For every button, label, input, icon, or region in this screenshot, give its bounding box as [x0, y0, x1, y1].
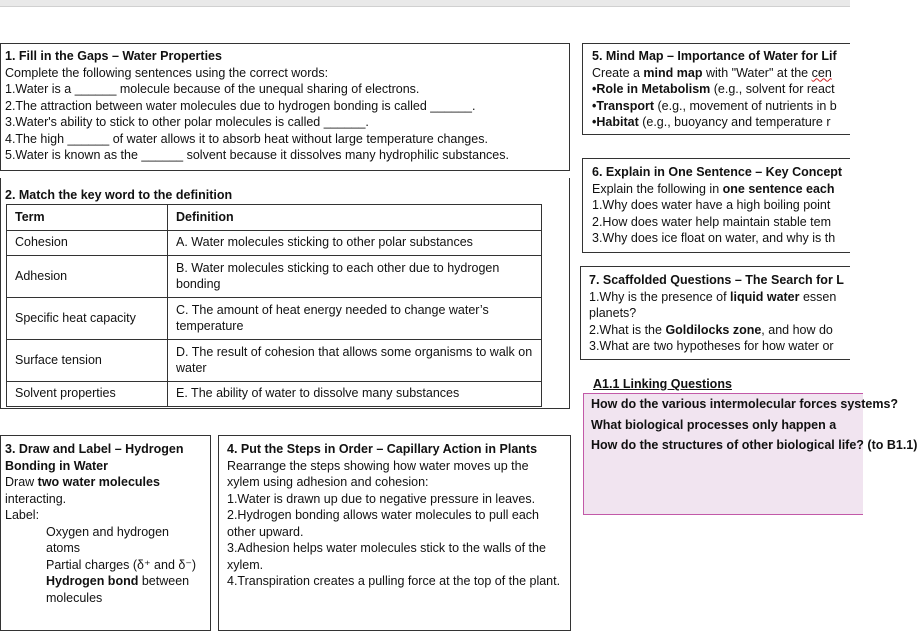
- term-cell: Adhesion: [7, 255, 168, 297]
- q-emphasis: Goldilocks zone: [665, 322, 762, 337]
- section-title: 2. Match the key word to the definition: [5, 188, 233, 202]
- q-text: , and how do: [761, 322, 833, 337]
- section-title: 3. Draw and Label – Hydrogen Bonding in Water: [5, 442, 184, 473]
- q-emphasis: liquid water: [730, 289, 800, 304]
- label-item: [5, 573, 206, 606]
- intro-emphasis: one sentence each: [722, 181, 835, 196]
- table-row: [7, 230, 542, 255]
- linking-question: What biological processes only happen a: [591, 417, 837, 432]
- bullet-bold: •Role in Metabolism: [592, 82, 711, 96]
- term-cell: Solvent properties: [7, 381, 168, 406]
- one-sentence-section: [582, 158, 850, 253]
- section-intro: Rearrange the steps showing how water moves up the xylem using adhesion and cohesion:: [227, 458, 529, 489]
- table-row: [7, 255, 542, 297]
- bullet-item: [592, 98, 841, 115]
- match-table: [6, 204, 542, 407]
- linking-questions-section: [583, 374, 918, 515]
- term-header: Term: [7, 204, 168, 230]
- intro-text: Explain the following in: [592, 181, 723, 196]
- section-title: 6. Explain in One Sentence – Key Concept: [592, 165, 843, 179]
- label-item-bold: Hydrogen bond: [46, 574, 139, 588]
- match-definitions-section: [0, 178, 570, 409]
- question-item: 1.Why does water have a high boiling point: [592, 198, 831, 212]
- linking-question: How do the various intermolecular forces systems?: [591, 397, 899, 411]
- intro-text-spellcheck: cen: [811, 65, 832, 80]
- q-text: 2.What is the: [589, 322, 666, 337]
- section-title: 7. Scaffolded Questions – The Search for L: [589, 273, 844, 287]
- gap-item: 4.The high ______ of water allows it to absorb heat without large temperature changes.: [5, 131, 488, 146]
- section-intro: [592, 65, 841, 82]
- draw-and-label-section: [0, 435, 211, 631]
- step-item: 3.Adhesion helps water molecules stick to the walls of the xylem.: [227, 541, 546, 572]
- bullet-bold: •Habitat: [592, 115, 639, 129]
- section-title: 4. Put the Steps in Order – Capillary Action in Plants: [227, 442, 538, 456]
- mind-map-section: [582, 43, 850, 135]
- gap-item: 3.Water's ability to stick to other polar molecules is called ______.: [5, 115, 369, 129]
- step-item: 4.Transpiration creates a pulling force at the top of the plant.: [227, 574, 561, 588]
- intro-text: with "Water" at the: [702, 65, 812, 80]
- bullet-rest: (e.g., movement of nutrients in b: [654, 98, 837, 113]
- term-cell: Surface tension: [7, 339, 168, 381]
- draw-emphasis: two water molecules: [37, 475, 160, 489]
- bullet-bold: •Transport: [592, 98, 655, 113]
- intro-text: Create a: [592, 65, 644, 80]
- definition-cell: B. Water molecules sticking to each other due to hydrogen bonding: [168, 255, 542, 297]
- bullet-item: [592, 81, 841, 98]
- linking-panel: [583, 393, 918, 515]
- bullet-rest: (e.g., solvent for react: [710, 82, 835, 96]
- q-text: 1.Why is the presence of: [589, 289, 731, 304]
- definition-cell: E. The ability of water to dissolve many substances: [168, 381, 542, 406]
- definition-header: Definition: [168, 204, 542, 230]
- bullet-item: [592, 114, 841, 131]
- question-item: [589, 322, 842, 339]
- term-cell: Specific heat capacity: [7, 297, 168, 339]
- question-item: 2.How does water help maintain stable tem: [592, 214, 832, 229]
- table-row: [7, 297, 542, 339]
- table-header-row: [7, 204, 542, 230]
- intro-emphasis: mind map: [643, 65, 703, 80]
- table-row: [7, 339, 542, 381]
- section-intro: [592, 181, 841, 198]
- scaffolded-questions-section: [580, 266, 850, 360]
- table-row: [7, 381, 542, 406]
- order-steps-section: [218, 435, 571, 631]
- draw-suffix: interacting.: [5, 491, 67, 506]
- gap-item: 1.Water is a ______ molecule because of the unequal sharing of electrons.: [5, 82, 420, 96]
- question-item: [589, 289, 842, 306]
- definition-cell: A. Water molecules sticking to other polar substances: [168, 230, 542, 255]
- section-title: 1. Fill in the Gaps – Water Properties: [5, 49, 222, 63]
- step-item: 1.Water is drawn up due to negative pressure in leaves.: [227, 491, 536, 506]
- gap-item: 2.The attraction between water molecules due to hydrogen bonding is called ______.: [5, 98, 476, 113]
- fill-in-gaps-section: [0, 43, 570, 171]
- draw-prefix: Draw: [5, 475, 38, 489]
- label-heading: Label:: [5, 508, 40, 522]
- question-item: 3.What are two hypotheses for how water or: [589, 339, 834, 353]
- q-text: essen: [799, 289, 837, 304]
- linking-question: How do the structures of other biological life? (to B1.1): [591, 438, 918, 452]
- question-continuation: planets?: [589, 306, 637, 320]
- linking-title: A1.1 Linking Questions: [593, 377, 732, 391]
- bullet-rest: (e.g., buoyancy and temperature r: [638, 115, 831, 129]
- label-item: Partial charges (δ⁺ and δ⁻): [46, 557, 197, 572]
- section-title: 5. Mind Map – Importance of Water for Lif: [592, 49, 837, 63]
- gap-item: 5.Water is known as the ______ solvent because it dissolves many hydrophilic substances.: [5, 148, 509, 162]
- label-item: Oxygen and hydrogen atoms: [46, 524, 170, 555]
- label-item-rest: between molecules: [46, 574, 190, 605]
- step-item: 2.Hydrogen bonding allows water molecules to pull each other upward.: [227, 508, 539, 539]
- section-intro: Complete the following sentences using the correct words:: [5, 65, 329, 80]
- definition-cell: D. The result of cohesion that allows some organisms to walk on water: [168, 339, 542, 381]
- question-item: 3.Why does ice float on water, and why is th: [592, 231, 836, 245]
- top-toolbar-strip: [0, 0, 850, 7]
- definition-cell: C. The amount of heat energy needed to change water’s temperature: [168, 297, 542, 339]
- draw-instruction: [5, 474, 206, 507]
- term-cell: Cohesion: [7, 230, 168, 255]
